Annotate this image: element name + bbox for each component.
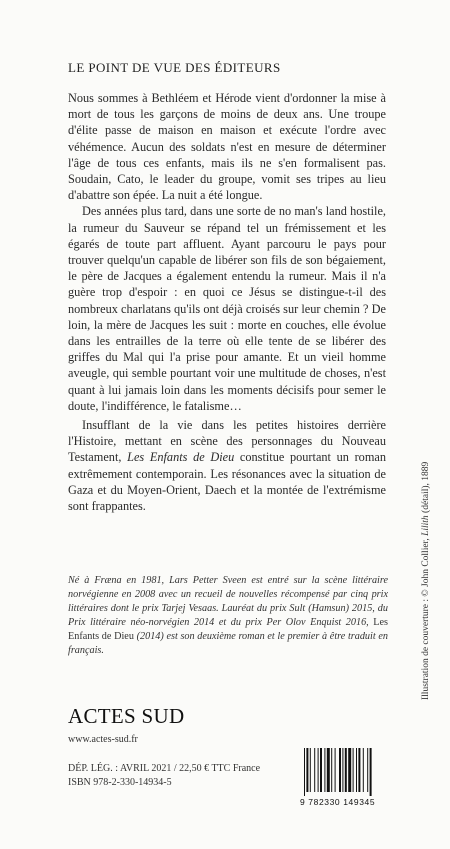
blurb-paragraph-1: Nous sommes à Bethléem et Hérode vient d'ordonner la mise à mort de tous les garçons de moins de deux ans. Une troupe d'élite passe de maison en maison et exécute l'ordre avec véhémence. Aucun des soldats n'est en mesure de déterminer l'âge de tous ces enfants, mais ils ne s'en formalisent pas. Soudain, Cato, le leader du groupe, vomit ses tripes au lieu d'abattre son épée. La nuit a été longue.: [68, 91, 386, 203]
section-heading: LE POINT DE VUE DES ÉDITEURS: [68, 60, 281, 75]
barcode-bar: [348, 748, 351, 792]
barcode-bar: [358, 748, 360, 792]
barcode-bar: [339, 748, 341, 792]
barcode-bar: [310, 748, 311, 792]
cover-illustration-credit: [421, 462, 431, 700]
legal-info: [68, 762, 260, 790]
barcode-bar: [370, 748, 372, 796]
credit-artwork: Lilith: [421, 515, 431, 536]
barcode-bar: [353, 748, 354, 792]
barcode-bar: [367, 748, 368, 792]
publisher-logo: ACTES SUD: [68, 704, 185, 728]
barcode-bar: [306, 748, 308, 792]
bio-book-title: Les Enfants de Dieu: [68, 617, 388, 642]
paragraph-3-start: Insufflant de la vie dans les petites histoires derrière l'Histoire, mettant en scène des personnages du Nouveau Testament,: [68, 418, 386, 465]
barcode-bar: [304, 748, 305, 796]
barcode-bars: [300, 748, 390, 796]
bio-part-2: (2014) est son deuxième roman et le premier à être traduit en français.: [68, 631, 388, 656]
paragraph-3-end: constitue pourtant un roman extrêmement contemporain. Les résonances avec la situation de Gaza et du Moyen-Orient, Daech et la montée de l'extrémisme sont frappantes.: [68, 450, 387, 514]
blurb-paragraph-2: Des années plus tard, dans une sorte de no man's land hostile, la rumeur du Sauveur se répand tel un frémissement et les égarés de toute part affluent. Ayant parcouru le pays pour trouver quelqu'un capable de libérer son fils de son bégaiement, le père de Jacques a également entendu la rumeur. Mais il n'a guère trop d'espoir : en quoi ce Jésus se distingue-t-il des nombreux charlatans qu'ils ont déjà croisés sur leur chemin ? De loin, la mère de Jacques les suit : morte en couches, elle évolue dans les entrailles de la terre où elle tente de se libérer des griffes du Mal qui l'a prise pour amante. Et un vieil homme aveugle, qui semble pourtant voir une multitude de choses, n'est quant à lui jamais loin dans les moments décisifs pour semer le doute, l'indifférence, le fatalisme…: [68, 204, 386, 413]
barcode-bar: [320, 748, 322, 792]
credit-suffix: (détail), 1889: [421, 461, 431, 516]
barcode-bar: [356, 748, 357, 792]
barcode-bar: [331, 748, 332, 792]
barcode-digits: 9 782330 149345: [300, 797, 376, 807]
barcode-bar: [342, 748, 343, 792]
credit-prefix: Illustration de couverture : © John Collier,: [421, 535, 431, 700]
isbn-barcode: [300, 748, 390, 810]
blurb-paragraph-3: [68, 417, 386, 514]
barcode-bar: [314, 748, 315, 792]
barcode-bar: [345, 748, 347, 792]
barcode-bar: [324, 748, 325, 792]
bio-part-1: Né à Fræna en 1981, Lars Petter Sveen est entré sur la scène littéraire norvégienne en 2008 avec un recueil de nouvelles récompensé par cinq prix littéraires dont le prix Tarjej Vesaas. Lauréat du prix Sult (Hamsun) 2015, du Prix littéraire néo-norvégien 2014 et du prix Per Olov Enquist 2016,: [68, 575, 388, 628]
barcode-bar: [363, 748, 364, 792]
isbn: ISBN 978-2-330-14934-5: [68, 777, 172, 788]
book-title: Les Enfants de Dieu: [127, 450, 235, 465]
legal-deposit-price: DÉP. LÉG. : AVRIL 2021 / 22,50 € TTC France: [68, 763, 261, 774]
publisher-website: www.actes-sud.fr: [68, 734, 138, 745]
blurb-text: [68, 90, 386, 514]
barcode-bar: [335, 748, 336, 792]
author-bio: [68, 574, 388, 658]
barcode-bar: [327, 748, 330, 792]
barcode-bar: [318, 748, 319, 792]
